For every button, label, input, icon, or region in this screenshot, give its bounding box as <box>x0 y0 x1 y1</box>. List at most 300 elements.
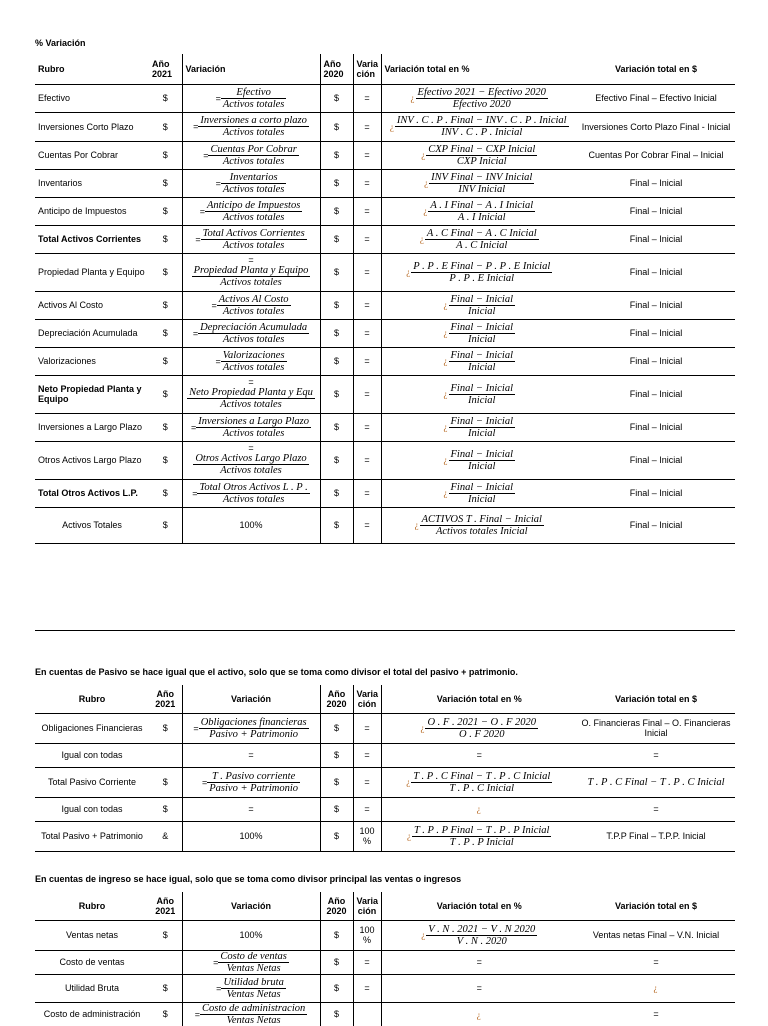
pct-fraction-numerator: Final − Inicial <box>450 415 513 427</box>
pct-fraction-denominator: V . N . 2020 <box>456 935 507 947</box>
pct-fraction <box>449 322 516 345</box>
equals-sign: = <box>195 234 201 244</box>
pct-fraction <box>449 449 516 472</box>
row-pct <box>381 319 577 347</box>
pct-fraction-numerator: Efectivo 2021 − Efectivo 2020 <box>417 86 546 98</box>
row-usd <box>577 713 735 743</box>
row-rubro: Ventas netas <box>35 920 149 950</box>
section-divider <box>35 630 735 631</box>
row-2021-value: $ <box>149 225 182 253</box>
row-variacion <box>182 319 320 347</box>
row-usd <box>577 375 735 413</box>
assets-variation-table <box>35 54 735 544</box>
row-rubro: Anticipo de Impuestos <box>35 197 149 225</box>
pct-fraction-numerator: V . N . 2021 − V . N 2020 <box>428 923 536 935</box>
row-rubro: Cuentas Por Cobrar <box>35 141 149 169</box>
variacion-fraction-numerator: Neto Propiedad Planta y Equ <box>189 387 313 398</box>
pct-fraction-denominator: Inicial <box>468 493 496 505</box>
row-2021-value: $ <box>149 112 182 141</box>
row-varia-value <box>353 1002 381 1026</box>
variacion-fraction-denominator: Activos totales <box>222 183 285 195</box>
variacion-value: 100% <box>239 930 263 940</box>
variacion-fraction <box>198 115 308 138</box>
row-pct <box>381 797 577 821</box>
variacion-fraction-denominator: Activos totales <box>222 493 285 505</box>
usd-value: Final – Inicial <box>629 328 683 338</box>
row-usd <box>577 479 735 507</box>
row-2021-value: $ <box>149 413 182 441</box>
formula-mark-icon: ¿ <box>443 328 448 338</box>
variacion-fraction-numerator: T . Pasivo corriente <box>207 771 300 783</box>
usd-value: Ventas netas Final – V.N. Inicial <box>592 930 720 940</box>
variacion-fraction-denominator: Ventas Netas <box>226 1014 281 1026</box>
variacion-fraction-numerator: Propiedad Planta y Equipo <box>193 265 309 276</box>
formula-mark-icon: ¿ <box>443 389 448 399</box>
pct-fraction-numerator: A . C Final − A . C Inicial <box>426 227 537 239</box>
row-pct <box>381 84 577 112</box>
row-usd <box>577 950 735 974</box>
table-row <box>35 797 735 821</box>
variacion-fraction-numerator: Obligaciones financieras <box>200 716 307 728</box>
formula-mark-icon: ¿ <box>419 234 424 244</box>
row-usd <box>577 821 735 851</box>
table-row <box>35 441 735 479</box>
header-varia: Varia ción <box>353 54 381 84</box>
header-pct: Variación total en % <box>381 892 577 920</box>
table-row <box>35 197 735 225</box>
usd-value: O. Financieras Final – O. Financieras Inicial <box>581 718 731 738</box>
row-variacion <box>182 112 320 141</box>
header-usd: Variación total en $ <box>577 685 735 713</box>
pct-fraction <box>420 514 544 537</box>
pct-fraction <box>425 228 539 251</box>
row-variacion <box>182 713 320 743</box>
row-usd <box>577 974 735 1002</box>
row-2021-value: $ <box>149 347 182 375</box>
variacion-fraction-denominator: Ventas Netas <box>226 962 281 974</box>
income-variation-table <box>35 892 735 1026</box>
row-rubro: Total Pasivo + Patrimonio <box>35 821 149 851</box>
row-variacion <box>182 920 320 950</box>
usd-value: = <box>653 750 659 760</box>
header-rubro: Rubro <box>35 892 149 920</box>
row-rubro: Inversiones a Largo Plazo <box>35 413 149 441</box>
pct-fraction-numerator: Final − Inicial <box>450 481 513 493</box>
variacion-fraction-numerator: Costo de administracion <box>202 1002 306 1014</box>
row-pct <box>381 141 577 169</box>
variacion-fraction-denominator: Activos totales <box>220 277 282 288</box>
row-usd <box>577 253 735 291</box>
row-2020-value: $ <box>320 950 353 974</box>
table-row <box>35 225 735 253</box>
row-variacion <box>182 950 320 974</box>
header-rubro: Rubro <box>35 685 149 713</box>
formula-mark-icon: ¿ <box>406 267 411 277</box>
row-pct <box>381 479 577 507</box>
equals-sign: = <box>192 488 198 498</box>
header-pct: Variación total en % <box>381 685 577 713</box>
row-2020-value: $ <box>320 1002 353 1026</box>
row-usd <box>577 112 735 141</box>
row-variacion <box>182 141 320 169</box>
row-2020-value: $ <box>320 920 353 950</box>
row-2021-value: $ <box>149 797 182 821</box>
row-varia-value: = <box>353 141 381 169</box>
row-rubro: Costo de administración <box>35 1002 149 1026</box>
row-usd <box>577 225 735 253</box>
row-rubro: Inventarios <box>35 169 149 197</box>
row-rubro: Neto Propiedad Planta y Equipo <box>35 375 149 413</box>
pct-fraction-denominator: P . P . E Inicial <box>449 272 515 284</box>
row-2021-value: $ <box>149 197 182 225</box>
row-2021-value: $ <box>149 291 182 319</box>
row-2020-value: $ <box>320 441 353 479</box>
pct-fraction-denominator: Inicial <box>468 305 496 317</box>
variacion-fraction-numerator: Inversiones a Largo Plazo <box>198 415 309 427</box>
table-row <box>35 375 735 413</box>
row-2020-value: $ <box>320 141 353 169</box>
row-varia-value: = <box>353 507 381 543</box>
variacion-fraction-denominator: Pasivo + Patrimonio <box>209 782 298 794</box>
usd-value: Final – Inicial <box>629 488 683 498</box>
pct-fraction-denominator: T . P . C Inicial <box>449 782 515 794</box>
row-varia-value: = <box>353 413 381 441</box>
pct-fraction <box>449 350 516 373</box>
row-variacion <box>182 479 320 507</box>
equals-sign: = <box>192 328 199 338</box>
row-2020-value: $ <box>320 319 353 347</box>
header-ano-2020: Año 2020 <box>320 685 353 713</box>
row-2021-value: $ <box>149 253 182 291</box>
equals-sign: = <box>193 121 199 132</box>
formula-mark-icon: ¿ <box>424 178 429 188</box>
row-2021-value <box>149 743 182 767</box>
usd-value: Final – Inicial <box>629 356 683 366</box>
row-varia-value: = <box>353 169 381 197</box>
row-2020-value: $ <box>320 253 353 291</box>
usd-value: T.P.P Final – T.P.P. Inicial <box>606 831 706 841</box>
variacion-fraction-numerator: Costo de ventas <box>220 950 287 962</box>
row-pct <box>381 920 577 950</box>
variacion-fraction <box>192 265 311 288</box>
row-usd <box>577 743 735 767</box>
variacion-fraction-numerator: Otros Activos Largo Plazo <box>195 453 307 464</box>
row-2021-value: $ <box>149 1002 182 1026</box>
row-2020-value: $ <box>320 375 353 413</box>
row-varia-value: = <box>353 347 381 375</box>
formula-mark-icon: ¿ <box>423 206 428 216</box>
variacion-fraction-numerator: Utilidad bruta <box>223 976 284 988</box>
row-varia-value: = <box>353 743 381 767</box>
row-variacion <box>182 507 320 543</box>
variacion-fraction <box>205 200 302 223</box>
row-2021-value: $ <box>149 713 182 743</box>
formula-mark-icon: ¿ <box>389 121 394 132</box>
formula-mark-icon: ¿ <box>443 488 448 498</box>
usd-value: Final – Inicial <box>629 206 683 216</box>
row-varia-value: = <box>353 84 381 112</box>
row-pct <box>381 713 577 743</box>
variacion-fraction-denominator: Activos totales <box>222 211 285 223</box>
row-rubro: Igual con todas <box>35 797 149 821</box>
row-variacion <box>182 347 320 375</box>
row-varia-value: = <box>353 797 381 821</box>
row-varia-value: = <box>353 767 381 797</box>
row-2020-value: $ <box>320 225 353 253</box>
variacion-fraction-numerator: Activos Al Costo <box>218 293 289 305</box>
table-row <box>35 507 735 543</box>
usd-value: Final – Inicial <box>629 455 683 465</box>
row-rubro: Costo de ventas <box>35 950 149 974</box>
variacion-fraction-denominator: Pasivo + Patrimonio <box>209 728 298 740</box>
table-row <box>35 291 735 319</box>
header-variacion: Variación <box>182 54 320 84</box>
row-usd <box>577 84 735 112</box>
row-2021-value: $ <box>149 507 182 543</box>
row-variacion <box>182 797 320 821</box>
row-2020-value: $ <box>320 797 353 821</box>
row-pct <box>381 347 577 375</box>
row-2020-value: $ <box>320 347 353 375</box>
pct-fraction-denominator: Activos totales Inicial <box>435 525 528 537</box>
variacion-fraction <box>197 482 309 505</box>
header-pct: Variación total en % <box>381 54 577 84</box>
row-pct <box>381 974 577 1002</box>
header-varia: Varia ción <box>353 685 381 713</box>
formula-mark-icon: ¿ <box>653 983 658 994</box>
formula-mark-icon: ¿ <box>443 356 448 366</box>
pct-fraction <box>429 172 534 195</box>
row-rubro: Valorizaciones <box>35 347 149 375</box>
variacion-fraction <box>196 416 311 439</box>
pct-fraction-denominator: A . C Inicial <box>456 239 508 251</box>
variacion-fraction <box>221 87 287 110</box>
pct-fraction-numerator: A . I Final − A . I Inicial <box>430 199 534 211</box>
variacion-fraction-numerator: Inversiones a corto plazo <box>200 115 307 126</box>
variacion-fraction <box>218 951 289 974</box>
row-pct <box>381 821 577 851</box>
pct-fraction <box>416 87 548 110</box>
equals-sign: = <box>215 356 221 366</box>
row-pct <box>381 169 577 197</box>
pct-fraction-denominator: A . I Inicial <box>457 211 506 223</box>
formula-mark-icon: ¿ <box>414 520 419 530</box>
variacion-fraction-denominator: Activos totales <box>222 305 285 317</box>
row-rubro: Total Otros Activos L.P. <box>35 479 149 507</box>
pct-fraction-numerator: Final − Inicial <box>450 321 513 333</box>
pct-fraction <box>411 261 552 284</box>
row-rubro: Igual con todas <box>35 743 149 767</box>
equals-sign: = <box>215 178 221 188</box>
row-2020-value: $ <box>320 291 353 319</box>
row-2021-value: $ <box>149 141 182 169</box>
row-variacion <box>182 225 320 253</box>
row-2020-value: $ <box>320 197 353 225</box>
row-rubro: Otros Activos Largo Plazo <box>35 441 149 479</box>
row-varia-value: = <box>353 375 381 413</box>
row-2020-value: $ <box>320 413 353 441</box>
table-row <box>35 1002 735 1026</box>
formula-mark-icon: ¿ <box>443 455 448 465</box>
row-rubro: Activos Totales <box>35 507 149 543</box>
row-pct <box>381 507 577 543</box>
usd-value: Final – Inicial <box>629 267 683 277</box>
header-variacion: Variación <box>182 685 320 713</box>
row-2020-value: $ <box>320 821 353 851</box>
row-varia-value: = <box>353 319 381 347</box>
row-variacion <box>182 767 320 797</box>
variacion-fraction-numerator: Valorizaciones <box>222 349 285 361</box>
pct-fraction <box>449 294 516 317</box>
variacion-fraction <box>193 453 308 476</box>
equals-sign: = <box>201 777 208 787</box>
formula-mark-icon: ¿ <box>406 777 411 787</box>
pct-fraction-denominator: Inicial <box>468 427 496 439</box>
row-2021-value: $ <box>149 375 182 413</box>
row-2021-value: $ <box>149 479 182 507</box>
formula-mark-icon: ¿ <box>443 422 448 432</box>
pct-fraction-numerator: O . F . 2021 − O . F 2020 <box>427 716 537 728</box>
pct-fraction-numerator: INV Final − INV Inicial <box>431 171 533 183</box>
equals-sign: = <box>194 1009 200 1020</box>
row-2021-value: $ <box>149 319 182 347</box>
variacion-value: 100% <box>239 520 263 530</box>
row-varia-value: = <box>353 253 381 291</box>
pct-fraction <box>449 383 516 406</box>
variacion-fraction <box>199 717 309 740</box>
row-varia-value: = <box>353 713 381 743</box>
row-usd <box>577 1002 735 1026</box>
row-2020-value: $ <box>320 479 353 507</box>
pct-fraction-denominator: T . P . P Inicial <box>449 836 514 848</box>
pct-fraction-numerator: Final − Inicial <box>450 293 513 305</box>
usd-value: = <box>653 1009 659 1020</box>
variacion-fraction-denominator: Activos totales <box>220 399 282 410</box>
row-usd <box>577 441 735 479</box>
header-variacion: Variación <box>182 892 320 920</box>
row-variacion <box>182 441 320 479</box>
pct-fraction <box>412 825 551 848</box>
formula-mark-icon: ¿ <box>410 93 415 103</box>
row-variacion <box>182 413 320 441</box>
row-pct <box>381 197 577 225</box>
table-row <box>35 743 735 767</box>
pct-fraction-denominator: INV . C . P . Inicial <box>441 127 523 138</box>
usd-value: Final – Inicial <box>629 520 683 530</box>
variacion-fraction <box>217 294 291 317</box>
row-usd <box>577 197 735 225</box>
equals-sign: = <box>248 255 254 265</box>
pct-fraction-denominator: Efectivo 2020 <box>452 98 511 110</box>
row-pct <box>381 950 577 974</box>
pct-fraction-denominator: Inicial <box>468 333 496 345</box>
usd-value: Efectivo Final – Efectivo Inicial <box>595 93 717 103</box>
equals-sign: = <box>213 957 219 967</box>
equals-sign: = <box>216 983 222 993</box>
pct-fraction <box>395 115 569 138</box>
row-2020-value: $ <box>320 112 353 141</box>
variacion-fraction-numerator: Total Activos Corrientes <box>202 227 305 239</box>
row-pct <box>381 1002 577 1026</box>
variacion-fraction-numerator: Anticipo de Impuestos <box>206 199 301 211</box>
formula-mark-icon: ¿ <box>421 930 426 940</box>
pct-fraction <box>449 416 516 439</box>
pct-fraction-numerator: ACTIVOS T . Final − Inicial <box>421 513 542 525</box>
row-rubro: Inversiones Corto Plazo <box>35 112 149 141</box>
section1-title: % Variación <box>35 38 86 48</box>
pct-fraction-denominator: INV Inicial <box>458 183 506 195</box>
row-rubro: Activos Al Costo <box>35 291 149 319</box>
formula-mark-icon: ¿ <box>407 831 412 841</box>
equals-sign: = <box>215 93 221 103</box>
pct-fraction-numerator: INV . C . P . Final − INV . C . P . Inicial <box>396 115 567 126</box>
variacion-fraction-denominator: Activos totales <box>220 465 282 476</box>
table-row <box>35 253 735 291</box>
equals-sign: = <box>248 443 254 453</box>
usd-value: Final – Inicial <box>629 178 683 188</box>
table-row <box>35 713 735 743</box>
row-usd <box>577 291 735 319</box>
header-rubro: Rubro <box>35 54 149 84</box>
section2-title: En cuentas de Pasivo se hace igual que el activo, solo que se toma como divisor el total del pasivo + patrimonio. <box>35 667 518 677</box>
usd-value: = <box>653 804 659 814</box>
table-row <box>35 479 735 507</box>
variacion-fraction <box>221 172 287 195</box>
table-row <box>35 319 735 347</box>
row-varia-value: 100 % <box>353 920 381 950</box>
header-ano-2021: Año 2021 <box>149 54 182 84</box>
row-varia-value: = <box>353 441 381 479</box>
variacion-fraction-denominator: Activos totales <box>222 361 285 373</box>
variacion-value: = <box>248 804 254 814</box>
pct-fraction-denominator: O . F 2020 <box>459 728 505 740</box>
variacion-fraction-numerator: Depreciación Acumulada <box>200 321 308 333</box>
usd-value: Final – Inicial <box>629 234 683 244</box>
row-2020-value: $ <box>320 767 353 797</box>
pct-fraction-numerator: Final − Inicial <box>450 448 513 460</box>
row-variacion <box>182 253 320 291</box>
row-2021-value: $ <box>149 767 182 797</box>
variacion-value: 100% <box>239 831 263 841</box>
row-2020-value: $ <box>320 169 353 197</box>
formula-mark-icon: ¿ <box>476 1009 481 1020</box>
row-rubro: Depreciación Acumulada <box>35 319 149 347</box>
variacion-fraction <box>207 771 300 794</box>
pct-fraction <box>449 482 516 505</box>
row-2021-value <box>149 950 182 974</box>
row-2020-value: $ <box>320 974 353 1002</box>
row-varia-value: = <box>353 479 381 507</box>
pct-fraction-denominator: Inicial <box>468 394 496 406</box>
header-ano-2021: Año 2021 <box>149 892 182 920</box>
row-2020-value: $ <box>320 743 353 767</box>
row-usd <box>577 319 735 347</box>
row-2020-value: $ <box>320 713 353 743</box>
row-rubro: Total Activos Corrientes <box>35 225 149 253</box>
row-2021-value: $ <box>149 974 182 1002</box>
variacion-fraction <box>221 977 285 1000</box>
usd-value: Final – Inicial <box>629 389 683 399</box>
variacion-fraction-denominator: Activos totales <box>222 98 285 110</box>
equals-sign: = <box>248 377 254 387</box>
row-2021-value: $ <box>149 84 182 112</box>
usd-value: Final – Inicial <box>629 422 683 432</box>
pct-fraction <box>426 144 537 167</box>
row-pct <box>381 112 577 141</box>
pct-fraction-numerator: P . P . E Final − P . P . E Inicial <box>413 260 551 272</box>
row-variacion <box>182 974 320 1002</box>
pct-fraction-numerator: Final − Inicial <box>450 382 513 394</box>
